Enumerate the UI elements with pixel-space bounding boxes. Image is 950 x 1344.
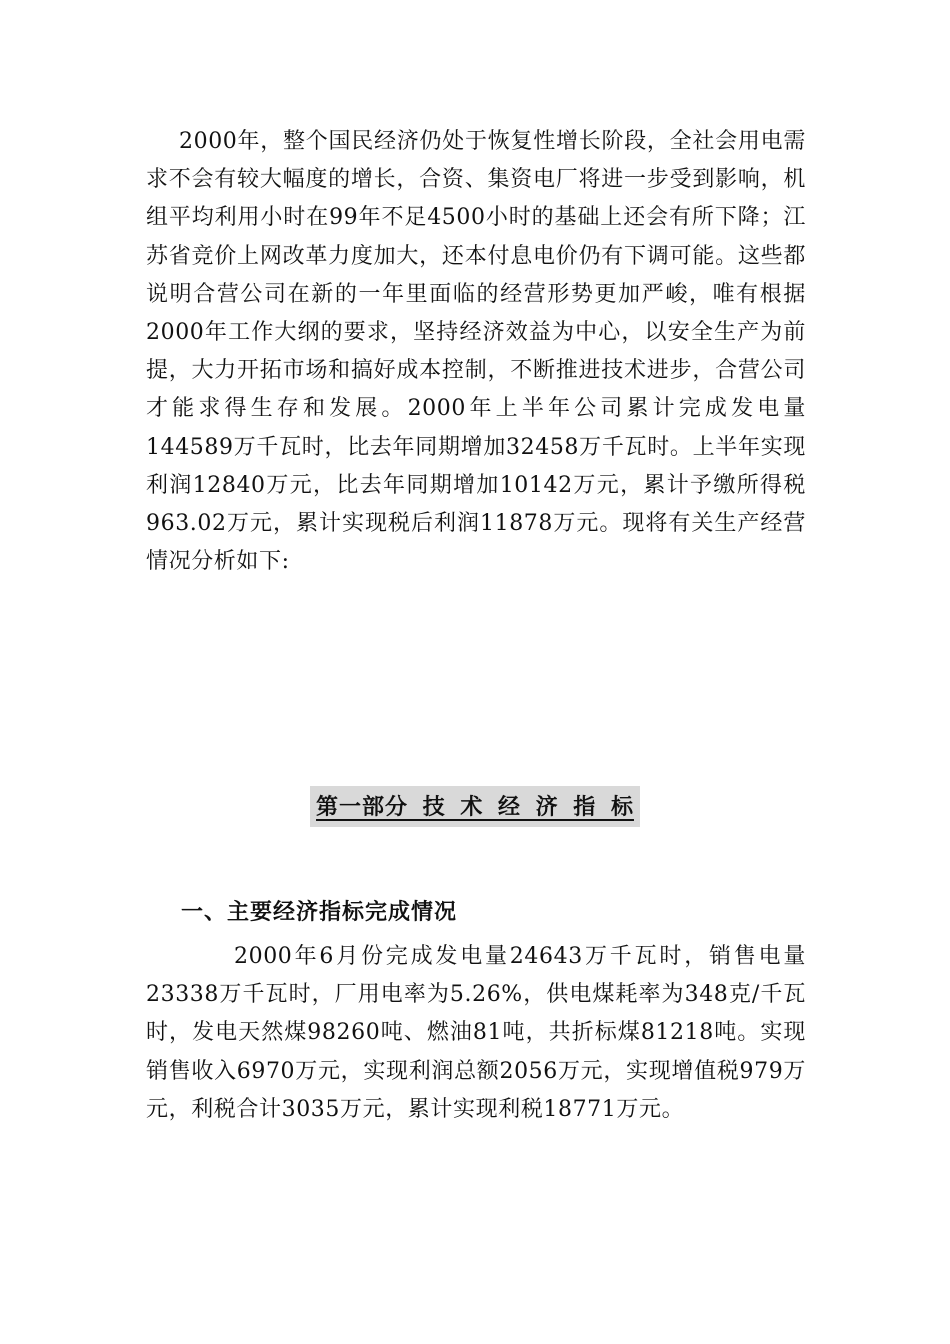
section-title-container: [0, 786, 950, 827]
intro-paragraph: 2000年，整个国民经济仍处于恢复性增长阶段，全社会用电需求不会有较大幅度的增长，合资、集资电厂将进一步受到影响，机组平均利用小时在99年不足4500小时的基础上还会有所下降；江苏省竞价上网改革力度加大，还本付息电价仍有下调可能。这些都说明合营公司在新的一年里面临的经营形势更加严峻，唯有根据2000年工作大纲的要求，坚持经济效益为中心，以安全生产为前提，大力开拓市场和搞好成本控制，不断推进技术进步，合营公司才能求得生存和发展。2000年上半年公司累计完成发电量144589万千瓦时，比去年同期增加32458万千瓦时。上半年实现利润12840万元，比去年同期增加10142万元，累计予缴所得税963.02万元，累计实现税后利润11878万元。现将有关生产经营情况分析如下:: [146, 129, 806, 575]
subsection-heading: 一、主要经济指标完成情况: [181, 900, 458, 925]
section-title: 第一部分 技 术 经 济 指 标: [310, 786, 640, 827]
subsection-paragraph: 2000年6月份完成发电量24643万千瓦时，销售电量23338万千瓦时，厂用电率为5.26%，供电煤耗率为348克/千瓦时，发电天然煤98260吨、燃油81吨，共折标煤81218吨。实现销售收入6970万元，实现利润总额2056万元，实现增值税979万元，利税合计3035万元，累计实现利税18771万元。: [146, 944, 806, 1122]
